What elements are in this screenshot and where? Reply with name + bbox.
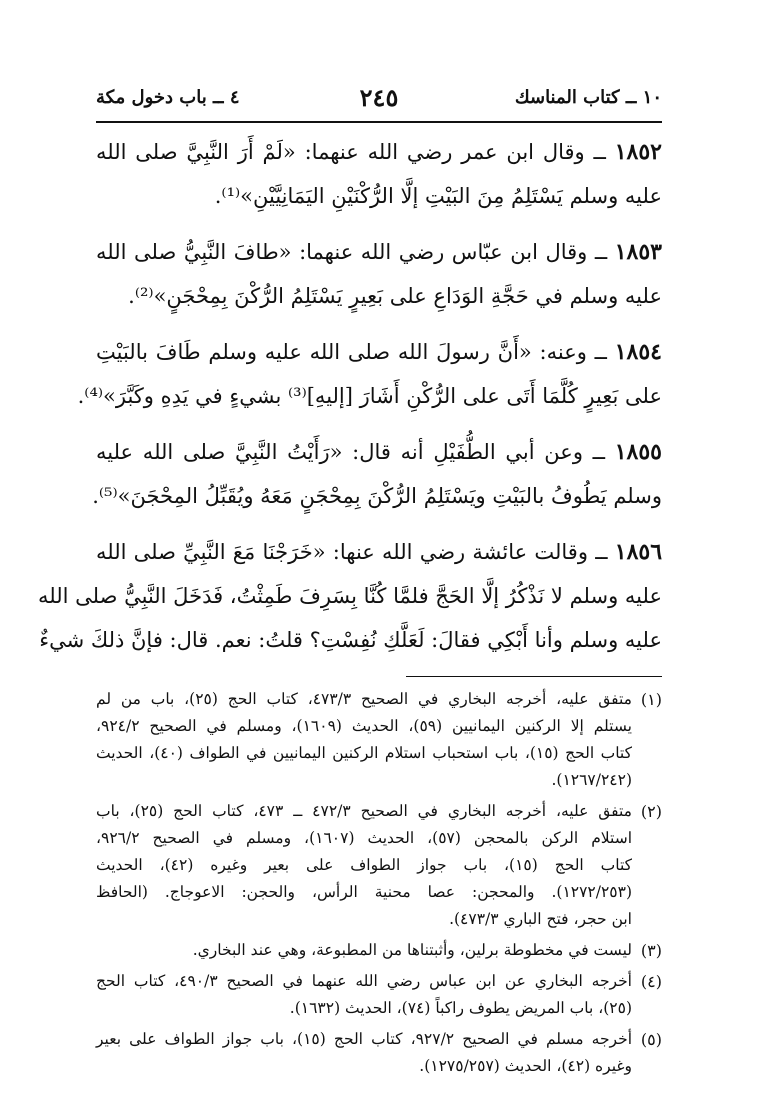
footnote-marker: (١)	[640, 690, 662, 709]
hadith-number: ١٨٥٢	[614, 139, 662, 165]
main-text	[38, 130, 663, 674]
hadith-line: عليه وسلم يَسْتَلِمُ مِنَ البَيْتِ إلَّا الرُّكْنَيْنِ اليَمَانِيَّيْنِ»⁽¹⁾.	[214, 184, 662, 208]
footnote	[96, 1026, 662, 1080]
footnote-line: (١٢٦٧/٢٤٢).	[551, 771, 632, 789]
footnote-marker: (٢)	[640, 802, 662, 821]
footnote	[96, 798, 662, 933]
footnote-line: يستلم إلا الركنين اليمانيين (٥٩)، الحديث (١٦٠٩)، ومسلم في الصحيح ٩٢٤/٢،	[96, 717, 632, 735]
footnote-line: (٢٥)، باب المريض يطوف راكباً (٧٤)، الحديث (١٦٣٢).	[289, 999, 632, 1017]
footnote-line: متفق عليه، أخرجه البخاري في الصحيح ٤٧٢/٣ ــ ٤٧٣، كتاب الحج (٢٥)، باب	[96, 802, 632, 820]
footnote-rule	[406, 676, 662, 677]
footnote-line: ابن حجر، فتح الباري ٤٧٣/٣).	[449, 910, 632, 928]
hadith-line: عليه وسلم وأنا أَبْكِي فقالَ: لَعَلَّكِ نُفِسْتِ؟ قلتُ: نعم. قال: فإنَّ ذلكَ شيءٌ	[39, 628, 662, 652]
footnotes	[96, 686, 662, 1084]
hadith-entry	[92, 430, 662, 518]
footnote-body	[96, 937, 632, 964]
footnote-line: كتاب الحج (١٥)، باب استحباب استلام الركنين اليمانيين في الطواف (٤٠)، الحديث	[96, 744, 632, 762]
hadith-line: ١٨٥٢ ــ وقال ابن عمر رضي الله عنهما: «لَمْ أَرَ النَّبِيَّ صلى الله	[96, 139, 662, 165]
footnote	[96, 686, 662, 794]
hadith-line: ١٨٥٣ ــ وقال ابن عبّاس رضي الله عنهما: «طافَ النَّبِيُّ صلى الله	[96, 239, 662, 265]
hadith-number: ١٨٥٤	[614, 339, 662, 365]
footnote-marker: (٥)	[640, 1030, 662, 1049]
footnote-marker: (٤)	[640, 972, 662, 991]
footnote-line: متفق عليه، أخرجه البخاري في الصحيح ٤٧٣/٣، كتاب الحج (٢٥)، باب من لم	[96, 690, 632, 708]
footnote	[96, 968, 662, 1022]
footnote-line: وغيره (٤٢)، الحديث (١٢٧٥/٢٥٧).	[419, 1057, 632, 1075]
footnote-body	[96, 1026, 632, 1080]
chapter-title: ١٠ ــ كتاب المناسك	[514, 87, 662, 108]
hadith-entry	[38, 530, 663, 662]
footnote-line: (١٢٧٢/٢٥٣). والمحجن: عصا محنية الرأس، والحجن: الاعوجاج. (الحافظ	[96, 883, 632, 901]
hadith-number: ١٨٥٦	[614, 539, 663, 565]
hadith-line: ١٨٥٤ ــ وعنه: «أَنَّ رسولَ الله صلى الله عليه وسلم طَافَ بالبَيْتِ	[96, 339, 662, 365]
page-number: ٢٤٥	[359, 83, 399, 112]
footnote-line: استلام الركن بالمحجن (٥٧)، الحديث (١٦٠٧)، ومسلم في الصحيح ٩٢٦/٢،	[96, 829, 633, 847]
footnote-body	[96, 798, 632, 933]
hadith-line: ١٨٥٦ ــ وقالت عائشة رضي الله عنها: «خَرَجْنَا مَعَ النَّبِيِّ صلى الله	[96, 539, 663, 565]
footnote-line: ليست في مخطوطة برلين، وأثبتناها من المطبوعة، وهي عند البخاري.	[192, 941, 632, 959]
hadith-line: على بَعِيرٍ كُلَّمَا أَتَى على الرُّكْنِ أَشَارَ [إليهِ]⁽³⁾ بشيءٍ في يَدِهِ وكَبَّرَ»⁽⁴⁾.	[77, 384, 662, 408]
hadith-line: عليه وسلم في حَجَّةِ الوَدَاعِ على بَعِيرٍ يَسْتَلِمُ الرُّكْنَ بِمِحْجَنٍ»⁽²⁾.	[128, 284, 662, 308]
footnote-body	[96, 968, 632, 1022]
hadith-entry	[96, 230, 662, 318]
hadith-entry	[77, 330, 662, 418]
hadith-line: عليه وسلم لا نَذْكُرُ إلَّا الحَجَّ فلمَّا كُنَّا بِسَرِفَ طَمِثْتُ، فَدَخَلَ النَّبِيُّ صلى الله	[38, 584, 662, 608]
header-rule	[96, 121, 662, 123]
footnote-line: أخرجه البخاري عن ابن عباس رضي الله عنهما في الصحيح ٤٩٠/٣، كتاب الحج	[96, 972, 632, 990]
section-title: ٤ ــ باب دخول مكة	[96, 87, 240, 108]
footnote	[96, 937, 662, 964]
hadith-entry	[96, 130, 662, 218]
hadith-number: ١٨٥٥	[614, 439, 662, 465]
hadith-line: ١٨٥٥ ــ وعن أبي الطُّفَيْلِ أنه قال: «رَأَيْتُ النَّبِيَّ صلى الله عليه	[96, 439, 662, 465]
footnote-line: كتاب الحج (١٥)، باب جواز الطواف على بعير وغيره (٤٢)، الحديث	[96, 856, 633, 874]
running-header	[96, 83, 662, 117]
hadith-line: وسلم يَطُوفُ بالبَيْتِ ويَسْتَلِمُ الرُّكْنَ بِمِحْجَنٍ مَعَهُ ويُقَبِّلُ المِحْجَنَ»⁽⁵⁾.	[92, 484, 662, 508]
footnote-marker: (٣)	[640, 941, 662, 960]
hadith-number: ١٨٥٣	[614, 239, 662, 265]
footnote-line: أخرجه مسلم في الصحيح ٩٢٧/٢، كتاب الحج (١٥)، باب جواز الطواف على بعير	[96, 1030, 632, 1048]
footnote-body	[96, 686, 632, 794]
